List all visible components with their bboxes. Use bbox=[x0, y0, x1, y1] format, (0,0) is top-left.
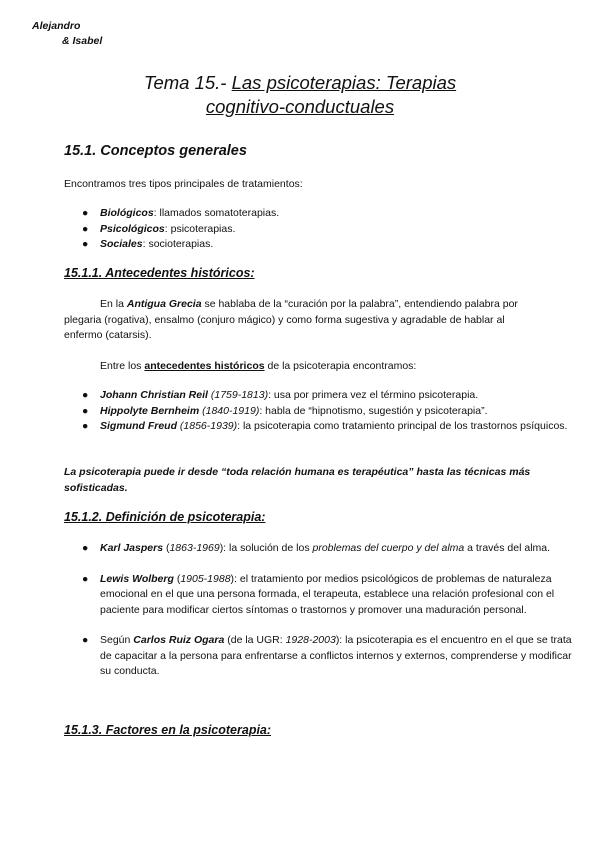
bullet-icon: ● bbox=[82, 420, 89, 432]
item-term: Biológicos bbox=[100, 207, 154, 219]
item-text: : la psicoterapia como tratamiento principal de los trastornos psíquicos. bbox=[237, 420, 568, 432]
item-text: : socioterapias. bbox=[142, 238, 214, 250]
person-name: Sigmund Freud bbox=[100, 420, 177, 432]
person-dates: 1863-1969 bbox=[169, 542, 220, 554]
list-item bbox=[82, 633, 582, 680]
author-line-2: & Isabel bbox=[62, 35, 103, 47]
list-item bbox=[82, 419, 582, 435]
antecedents-list bbox=[64, 388, 582, 435]
bullet-icon: ● bbox=[82, 572, 89, 585]
text-run: Entre los bbox=[100, 360, 145, 372]
item-text: : habla de “hipnotismo, sugestión y psicoterapia”. bbox=[259, 404, 488, 417]
text-run: a través del alma. bbox=[464, 542, 551, 554]
bullet-icon: ● bbox=[82, 542, 89, 554]
title-line-2: cognitivo-conductuales bbox=[205, 96, 395, 117]
bullet-icon: ● bbox=[82, 634, 89, 646]
text-term: Antigua Grecia bbox=[126, 298, 202, 310]
section-heading-15-1-3: 15.1.3. Factores en la psicoterapia: bbox=[64, 723, 272, 737]
text-run: ): la solución de los bbox=[219, 542, 313, 554]
person-dates: (1840-1919) bbox=[199, 404, 260, 417]
text-term: antecedentes históricos bbox=[144, 360, 265, 372]
person-dates: (1759-1813) bbox=[207, 389, 269, 401]
person-name: Karl Jaspers bbox=[100, 542, 164, 554]
list-item bbox=[82, 237, 582, 253]
section-heading-15-1-2: 15.1.2. Definición de psicoterapia: bbox=[64, 510, 266, 524]
section-heading-15-1: 15.1. Conceptos generales bbox=[64, 143, 247, 159]
item-term: Psicológicos bbox=[100, 222, 165, 235]
bullet-icon: ● bbox=[82, 207, 89, 219]
bullet-icon: ● bbox=[82, 222, 89, 235]
text-run: En la bbox=[100, 298, 127, 310]
treatment-types-list bbox=[64, 206, 582, 253]
person-dates: (1856-1939) bbox=[177, 420, 238, 432]
author-line-1: Alejandro bbox=[32, 20, 81, 32]
item-term: Sociales bbox=[100, 238, 143, 250]
text-run: ): el tratamiento por medios psicológicos de problemas de naturaleza emocional en el que una persona formada, el terapeuta, establece una relación profesional con el paciente para modificar ciertos síntomas o trastornos y promover una maduración personal. bbox=[100, 572, 555, 616]
person-name: Lewis Wolberg bbox=[100, 572, 174, 585]
item-text: : psicoterapias. bbox=[164, 222, 236, 235]
definitions-list bbox=[64, 541, 582, 680]
bullet-icon: ● bbox=[82, 238, 89, 250]
person-name: Carlos Ruiz Ogara bbox=[133, 634, 225, 646]
antecedents-paragraph bbox=[64, 359, 546, 375]
bullet-icon: ● bbox=[82, 404, 89, 417]
list-item bbox=[82, 404, 582, 420]
title-line-1: Las psicoterapias: Terapias bbox=[231, 72, 457, 93]
bullet-icon: ● bbox=[82, 389, 89, 401]
text-run: (de la UGR: bbox=[224, 634, 286, 646]
title-prefix: Tema 15.- bbox=[143, 72, 232, 93]
person-name: Johann Christian Reil bbox=[100, 389, 208, 401]
intro-paragraph: Encontramos tres tipos principales de tratamientos: bbox=[64, 178, 303, 190]
list-item bbox=[82, 572, 582, 619]
conclusion-paragraph: La psicoterapia puede ir desde “toda relación humana es terapéutica” hasta las técnicas más sofisticadas. bbox=[64, 466, 531, 494]
section-heading-15-1-1: 15.1.1. Antecedentes históricos: bbox=[64, 266, 255, 280]
item-text: : usa por primera vez el término psicoterapia. bbox=[268, 389, 479, 401]
person-dates: 1905-1988 bbox=[180, 572, 231, 585]
page-title bbox=[0, 71, 600, 119]
text-run: se hablaba de la “curación por la palabra”, entendiendo palabra por plegaria (rogativa), ensalmo (conjuro mágico) y como forma sugestiva y agradable de hablar al enfermo (catarsis). bbox=[64, 298, 518, 341]
text-emphasis: problemas del cuerpo y del alma bbox=[312, 542, 465, 554]
text-run: de la psicoterapia encontramos: bbox=[264, 360, 417, 372]
person-name: Hippolyte Bernheim bbox=[100, 404, 200, 417]
text-run: ( bbox=[173, 572, 181, 585]
text-run: ( bbox=[163, 542, 170, 554]
list-item bbox=[82, 541, 582, 557]
history-paragraph bbox=[64, 297, 546, 344]
list-item bbox=[82, 388, 582, 404]
text-run: ): la psicoterapia es el encuentro en el que se trata de capacitar a la persona para enfrentarse a conflictos internos y externos, comprenderse y modificar su conducta. bbox=[100, 634, 572, 677]
text-run: Según bbox=[100, 634, 134, 646]
list-item bbox=[82, 206, 582, 222]
person-dates: 1928-2003 bbox=[285, 634, 336, 646]
authors bbox=[32, 19, 102, 49]
item-text: : llamados somatoterapias. bbox=[153, 207, 280, 219]
list-item bbox=[82, 222, 582, 238]
